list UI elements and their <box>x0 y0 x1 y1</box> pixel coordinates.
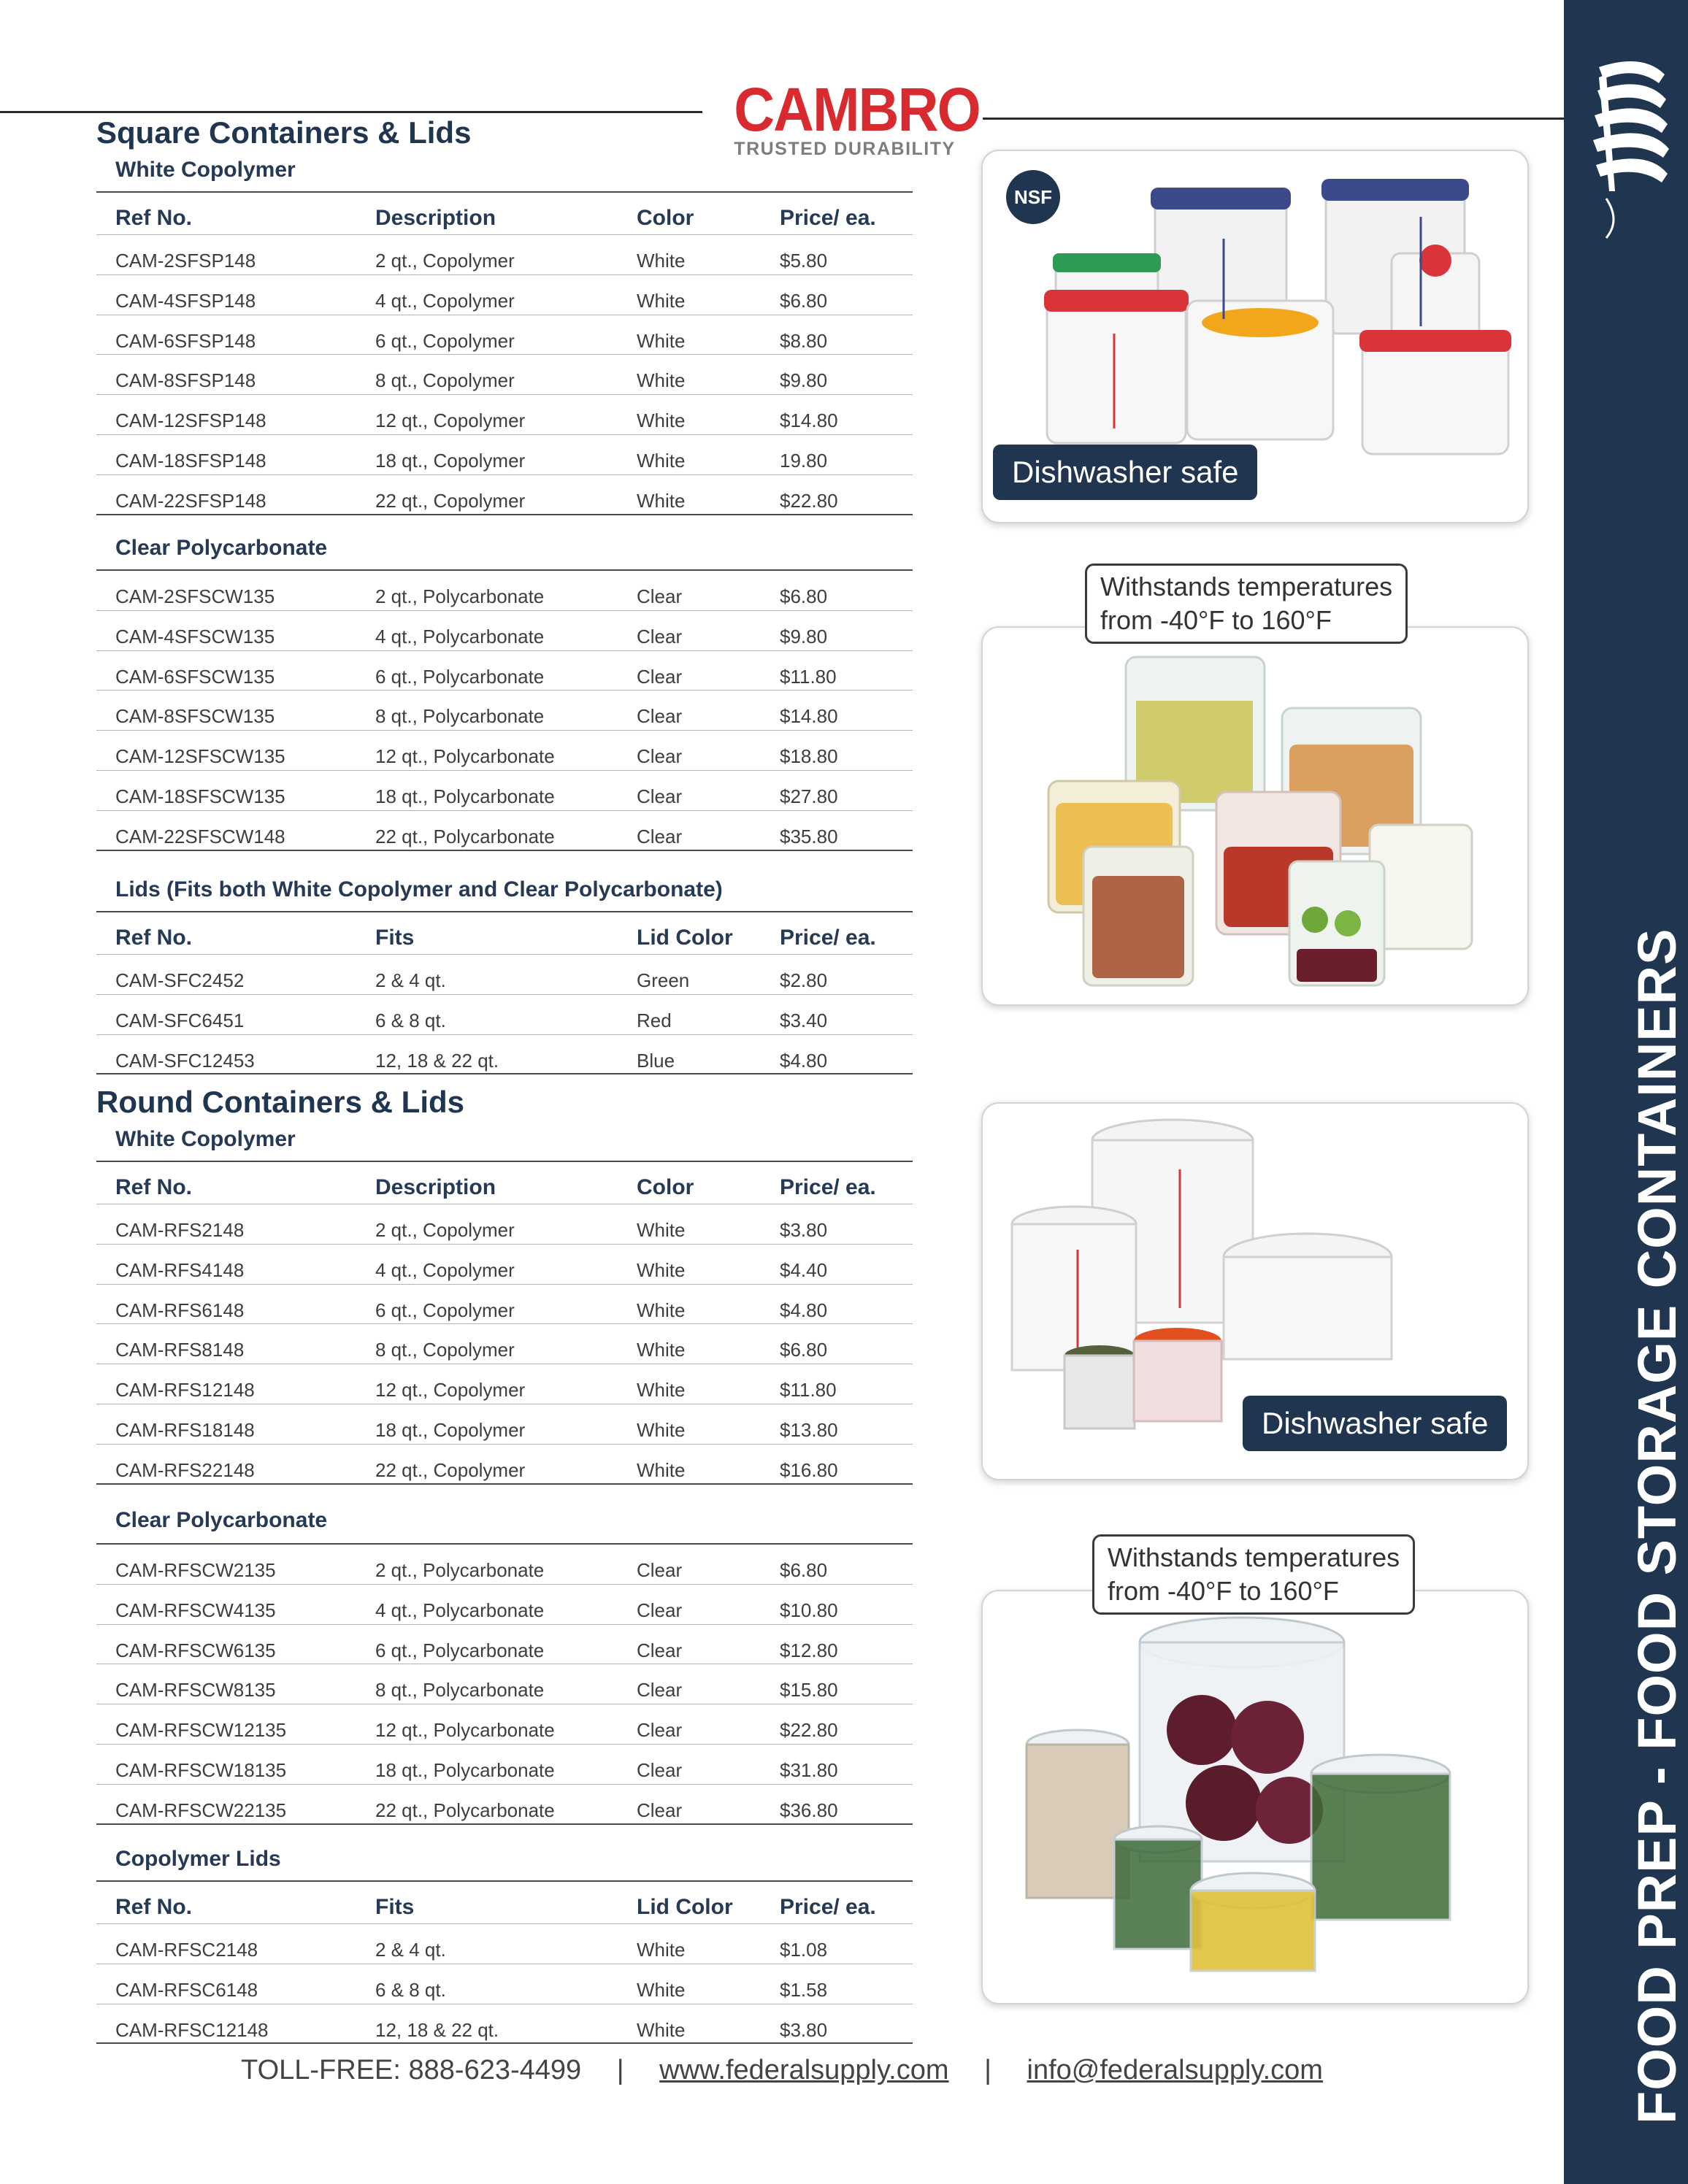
cell-description: 4 qt., Polycarbonate <box>375 1599 545 1621</box>
cell-ref-no: CAM-RFS22148 <box>115 1458 255 1481</box>
cell-ref-no: CAM-RFS6148 <box>115 1299 245 1321</box>
cell-description: 6 qt., Copolymer <box>375 1299 515 1321</box>
cell-color: Clear <box>637 745 683 768</box>
cell-price: $4.80 <box>780 1299 828 1321</box>
cell-description: 6 qt., Copolymer <box>375 329 515 352</box>
cell-color: Clear <box>637 665 683 688</box>
cell-color: Clear <box>637 1599 683 1621</box>
cell-price: $9.80 <box>780 369 828 392</box>
cell-price: $11.80 <box>780 665 837 688</box>
round-white-table <box>96 1162 913 1485</box>
round-lids-subtitle: Copolymer Lids <box>115 1847 281 1871</box>
temperature-callout <box>1085 564 1408 644</box>
header-description: Description <box>375 1175 496 1199</box>
cell-price: $13.80 <box>780 1418 838 1441</box>
cell-color: Clear <box>637 1758 683 1781</box>
cell-price: $11.80 <box>780 1379 837 1401</box>
square-clear-product-image <box>981 626 1529 1006</box>
table-row <box>96 1324 913 1364</box>
cell-price: $4.40 <box>780 1258 828 1281</box>
sidebar-title: FOOD PREP - FOOD STORAGE CONTAINERS <box>1627 928 1687 2124</box>
cell-description: 8 qt., Polycarbonate <box>375 1679 545 1702</box>
table-body <box>96 235 913 515</box>
cell-description: 22 qt., Copolymer <box>375 1458 526 1481</box>
cell-description: 4 qt., Copolymer <box>375 1258 515 1281</box>
square-lids-subtitle: Lids (Fits both White Copolymer and Clear Polycarbonate) <box>115 877 723 901</box>
cell-description: 12, 18 & 22 qt. <box>375 1049 499 1072</box>
cell-price: $1.58 <box>780 1978 828 2001</box>
table-row <box>96 1664 913 1704</box>
cell-price: $22.80 <box>780 1719 838 1742</box>
cell-description: 8 qt., Copolymer <box>375 369 515 392</box>
cell-color: Clear <box>637 705 683 728</box>
cell-price: $1.08 <box>780 1939 828 1961</box>
cell-ref-no: CAM-SFC12453 <box>115 1049 255 1072</box>
temperature-line-2: from -40°F to 160°F <box>1100 605 1332 635</box>
cell-description: 12 qt., Polycarbonate <box>375 745 555 768</box>
cell-ref-no: CAM-6SFSP148 <box>115 329 256 352</box>
round-white-subtitle: White Copolymer <box>115 1127 296 1151</box>
cell-description: 2 qt., Copolymer <box>375 1219 515 1241</box>
cell-description: 12 qt., Copolymer <box>375 410 526 432</box>
cell-ref-no: CAM-RFSCW22135 <box>115 1799 287 1821</box>
cell-color: White <box>637 410 686 432</box>
cell-price: $8.80 <box>780 329 828 352</box>
cell-color: Clear <box>637 1679 683 1702</box>
cell-price: $6.80 <box>780 289 828 312</box>
cell-color: Clear <box>637 785 683 807</box>
cell-ref-no: CAM-2SFSCW135 <box>115 585 275 607</box>
brand-name: CAMBRO <box>734 75 980 144</box>
cell-ref-no: CAM-SFC2452 <box>115 969 245 991</box>
table-row <box>96 955 913 995</box>
round-section-title: Round Containers & Lids <box>96 1085 464 1119</box>
temperature-callout <box>1092 1534 1415 1615</box>
cell-color: White <box>637 289 686 312</box>
table-row <box>96 651 913 691</box>
cell-ref-no: CAM-22SFSCW148 <box>115 825 285 847</box>
cell-color: White <box>637 1939 686 1961</box>
cell-color: Red <box>637 1009 672 1031</box>
table-row <box>96 1704 913 1745</box>
cell-price: $14.80 <box>780 410 838 432</box>
table-row <box>96 2004 913 2045</box>
footer-email-link[interactable]: info@federalsupply.com <box>1027 2055 1323 2085</box>
cell-ref-no: CAM-RFSCW4135 <box>115 1599 276 1621</box>
cell-description: 2 & 4 qt. <box>375 1939 446 1961</box>
footer <box>0 2055 1564 2086</box>
cell-color: White <box>637 2018 686 2041</box>
table-row <box>96 691 913 731</box>
cell-price: $6.80 <box>780 585 828 607</box>
cell-color: Clear <box>637 825 683 847</box>
table-row <box>96 1625 913 1665</box>
temperature-line-2: from -40°F to 160°F <box>1108 1576 1339 1606</box>
cell-ref-no: CAM-RFS4148 <box>115 1258 245 1281</box>
table-row <box>96 995 913 1035</box>
cell-ref-no: CAM-RFSCW6135 <box>115 1639 276 1661</box>
table-header <box>96 193 913 235</box>
table-header <box>96 1162 913 1204</box>
cell-color: White <box>637 329 686 352</box>
cell-description: 6 qt., Polycarbonate <box>375 1639 545 1661</box>
cell-price: $2.80 <box>780 969 828 991</box>
square-section-title: Square Containers & Lids <box>96 115 472 150</box>
cell-description: 12, 18 & 22 qt. <box>375 2018 499 2041</box>
cell-price: $9.80 <box>780 625 828 647</box>
square-clear-containers-illustration <box>983 628 1529 1006</box>
cell-price: $6.80 <box>780 1339 828 1361</box>
header-ref: Ref No. <box>115 1175 192 1199</box>
round-clear-table <box>96 1545 913 1825</box>
header-ref: Ref No. <box>115 926 192 950</box>
table-row <box>96 235 913 275</box>
header-lid-color: Lid Color <box>637 926 733 950</box>
cell-price: $12.80 <box>780 1639 838 1661</box>
cell-ref-no: CAM-RFS18148 <box>115 1418 255 1441</box>
cell-description: 22 qt., Polycarbonate <box>375 1799 555 1821</box>
table-row <box>96 731 913 771</box>
cell-ref-no: CAM-RFSCW12135 <box>115 1719 287 1742</box>
table-body <box>96 1924 913 2044</box>
cell-color: Clear <box>637 585 683 607</box>
brand-tagline: TRUSTED DURABILITY <box>734 139 956 159</box>
table-row <box>96 395 913 435</box>
cell-price: $3.40 <box>780 1009 828 1031</box>
cell-price: $10.80 <box>780 1599 838 1621</box>
cell-color: White <box>637 489 686 512</box>
cell-description: 22 qt., Copolymer <box>375 489 526 512</box>
footer-website-link[interactable]: www.federalsupply.com <box>659 2055 949 2085</box>
cell-price: $36.80 <box>780 1799 838 1821</box>
cell-description: 2 qt., Polycarbonate <box>375 1559 545 1581</box>
header-description: Description <box>375 206 496 230</box>
round-white-product-image <box>981 1102 1529 1480</box>
cell-price: $16.80 <box>780 1458 838 1481</box>
cambro-logo <box>724 75 980 160</box>
cell-ref-no: CAM-4SFSCW135 <box>115 625 275 647</box>
cell-description: 4 qt., Polycarbonate <box>375 625 545 647</box>
round-clear-subtitle: Clear Polycarbonate <box>115 1508 328 1532</box>
cell-price: $4.80 <box>780 1049 828 1072</box>
table-body <box>96 571 913 851</box>
square-lids-table <box>96 912 913 1074</box>
table-row <box>96 611 913 651</box>
cell-description: 6 & 8 qt. <box>375 1009 446 1031</box>
table-row <box>96 571 913 611</box>
cell-ref-no: CAM-2SFSP148 <box>115 250 256 272</box>
table-row <box>96 771 913 811</box>
cell-description: 12 qt., Polycarbonate <box>375 1719 555 1742</box>
header-color: Color <box>637 206 694 230</box>
cell-ref-no: CAM-8SFSCW135 <box>115 705 275 728</box>
cell-ref-no: CAM-4SFSP148 <box>115 289 256 312</box>
table-row <box>96 355 913 395</box>
cell-color: White <box>637 1978 686 2001</box>
round-lids-table <box>96 1882 913 2044</box>
cell-ref-no: CAM-RFSCW18135 <box>115 1758 287 1781</box>
header-fits: Fits <box>375 1895 415 1919</box>
cell-color: Green <box>637 969 690 991</box>
cell-description: 18 qt., Copolymer <box>375 449 526 472</box>
cell-description: 8 qt., Copolymer <box>375 1339 515 1361</box>
cell-color: White <box>637 250 686 272</box>
cell-description: 2 qt., Copolymer <box>375 250 515 272</box>
header-ref: Ref No. <box>115 206 192 230</box>
cell-ref-no: CAM-18SFSCW135 <box>115 785 285 807</box>
header-color: Color <box>637 1175 694 1199</box>
header-lid-color: Lid Color <box>637 1895 733 1919</box>
cell-color: White <box>637 1219 686 1241</box>
cell-ref-no: CAM-RFSCW8135 <box>115 1679 276 1702</box>
table-header <box>96 1882 913 1924</box>
header-price: Price/ ea. <box>780 1895 876 1919</box>
round-clear-product-image <box>981 1590 1529 2004</box>
cell-description: 2 & 4 qt. <box>375 969 446 991</box>
square-white-product-image <box>981 150 1529 523</box>
cell-price: $3.80 <box>780 1219 828 1241</box>
cell-color: White <box>637 1299 686 1321</box>
cell-ref-no: CAM-8SFSP148 <box>115 369 256 392</box>
cell-color: White <box>637 1258 686 1281</box>
cell-ref-no: CAM-RFSC6148 <box>115 1978 258 2001</box>
nsf-badge: NSF <box>1006 170 1060 224</box>
dishwasher-safe-badge: Dishwasher safe <box>993 445 1257 500</box>
header-price: Price/ ea. <box>780 206 876 230</box>
cell-ref-no: CAM-RFSCW2135 <box>115 1559 276 1581</box>
cell-description: 8 qt., Polycarbonate <box>375 705 545 728</box>
header-rule-right <box>983 118 1564 120</box>
table-body <box>96 1545 913 1825</box>
table-row <box>96 475 913 515</box>
cell-color: White <box>637 1418 686 1441</box>
cell-color: Clear <box>637 1639 683 1661</box>
cell-description: 18 qt., Copolymer <box>375 1418 526 1441</box>
cell-description: 6 & 8 qt. <box>375 1978 446 2001</box>
cell-description: 22 qt., Polycarbonate <box>375 825 555 847</box>
cell-color: White <box>637 369 686 392</box>
cell-description: 18 qt., Polycarbonate <box>375 785 555 807</box>
table-row <box>96 1585 913 1625</box>
cell-ref-no: CAM-RFS2148 <box>115 1219 245 1241</box>
footer-phone[interactable]: TOLL-FREE: 888-623-4499 <box>241 2055 582 2085</box>
flag-wave-logo-icon <box>1577 45 1675 253</box>
cell-ref-no: CAM-12SFSCW135 <box>115 745 285 768</box>
table-header <box>96 912 913 955</box>
square-white-subtitle: White Copolymer <box>115 158 296 182</box>
cell-price: $27.80 <box>780 785 838 807</box>
cell-color: White <box>637 1379 686 1401</box>
cell-description: 2 qt., Polycarbonate <box>375 585 545 607</box>
cell-description: 6 qt., Polycarbonate <box>375 665 545 688</box>
cell-description: 12 qt., Copolymer <box>375 1379 526 1401</box>
table-row <box>96 1245 913 1285</box>
table-row <box>96 811 913 851</box>
header-price: Price/ ea. <box>780 926 876 950</box>
cell-ref-no: CAM-RFSC12148 <box>115 2018 269 2041</box>
temperature-line-1: Withstands temperatures <box>1108 1542 1400 1572</box>
dishwasher-safe-badge: Dishwasher safe <box>1243 1396 1507 1451</box>
header-rule-left <box>0 111 702 113</box>
cell-price: $18.80 <box>780 745 838 768</box>
footer-separator: | <box>616 2055 624 2085</box>
cell-description: 18 qt., Polycarbonate <box>375 1758 555 1781</box>
table-body <box>96 1204 913 1485</box>
cell-price: $31.80 <box>780 1758 838 1781</box>
square-clear-subtitle: Clear Polycarbonate <box>115 536 328 560</box>
cell-color: Clear <box>637 1799 683 1821</box>
cell-price: $6.80 <box>780 1559 828 1581</box>
cell-color: White <box>637 1339 686 1361</box>
cell-ref-no: CAM-RFS12148 <box>115 1379 255 1401</box>
cell-color: Clear <box>637 625 683 647</box>
cell-description: 4 qt., Copolymer <box>375 289 515 312</box>
cell-ref-no: CAM-RFS8148 <box>115 1339 245 1361</box>
table-row <box>96 1545 913 1585</box>
table-row <box>96 1745 913 1785</box>
cell-color: Clear <box>637 1719 683 1742</box>
cell-ref-no: CAM-12SFSP148 <box>115 410 266 432</box>
cell-ref-no: CAM-18SFSP148 <box>115 449 266 472</box>
table-row <box>96 1404 913 1445</box>
table-row <box>96 435 913 475</box>
table-row <box>96 315 913 355</box>
cell-price: 19.80 <box>780 449 828 472</box>
table-row <box>96 1285 913 1325</box>
table-row <box>96 1204 913 1245</box>
table-row <box>96 275 913 315</box>
round-clear-containers-illustration <box>983 1591 1529 2004</box>
table-row <box>96 1445 913 1485</box>
cell-color: Blue <box>637 1049 675 1072</box>
table-row <box>96 1785 913 1825</box>
table-row <box>96 1924 913 1964</box>
cell-ref-no: CAM-SFC6451 <box>115 1009 245 1031</box>
header-price: Price/ ea. <box>780 1175 876 1199</box>
cell-price: $14.80 <box>780 705 838 728</box>
header-fits: Fits <box>375 926 415 950</box>
temperature-line-1: Withstands temperatures <box>1100 572 1393 601</box>
cell-ref-no: CAM-RFSC2148 <box>115 1939 258 1961</box>
table-row <box>96 1364 913 1404</box>
header-ref: Ref No. <box>115 1895 192 1919</box>
cell-color: Clear <box>637 1559 683 1581</box>
cell-price: $3.80 <box>780 2018 828 2041</box>
cell-price: $35.80 <box>780 825 838 847</box>
table-row <box>96 1964 913 2004</box>
cell-color: White <box>637 1458 686 1481</box>
square-clear-table <box>96 571 913 851</box>
cell-ref-no: CAM-6SFSCW135 <box>115 665 275 688</box>
cell-color: White <box>637 449 686 472</box>
square-white-table <box>96 193 913 515</box>
table-body <box>96 955 913 1074</box>
footer-separator: | <box>984 2055 991 2085</box>
cell-price: $5.80 <box>780 250 828 272</box>
table-row <box>96 1035 913 1075</box>
cell-price: $15.80 <box>780 1679 838 1702</box>
cell-price: $22.80 <box>780 489 838 512</box>
cell-ref-no: CAM-22SFSP148 <box>115 489 266 512</box>
